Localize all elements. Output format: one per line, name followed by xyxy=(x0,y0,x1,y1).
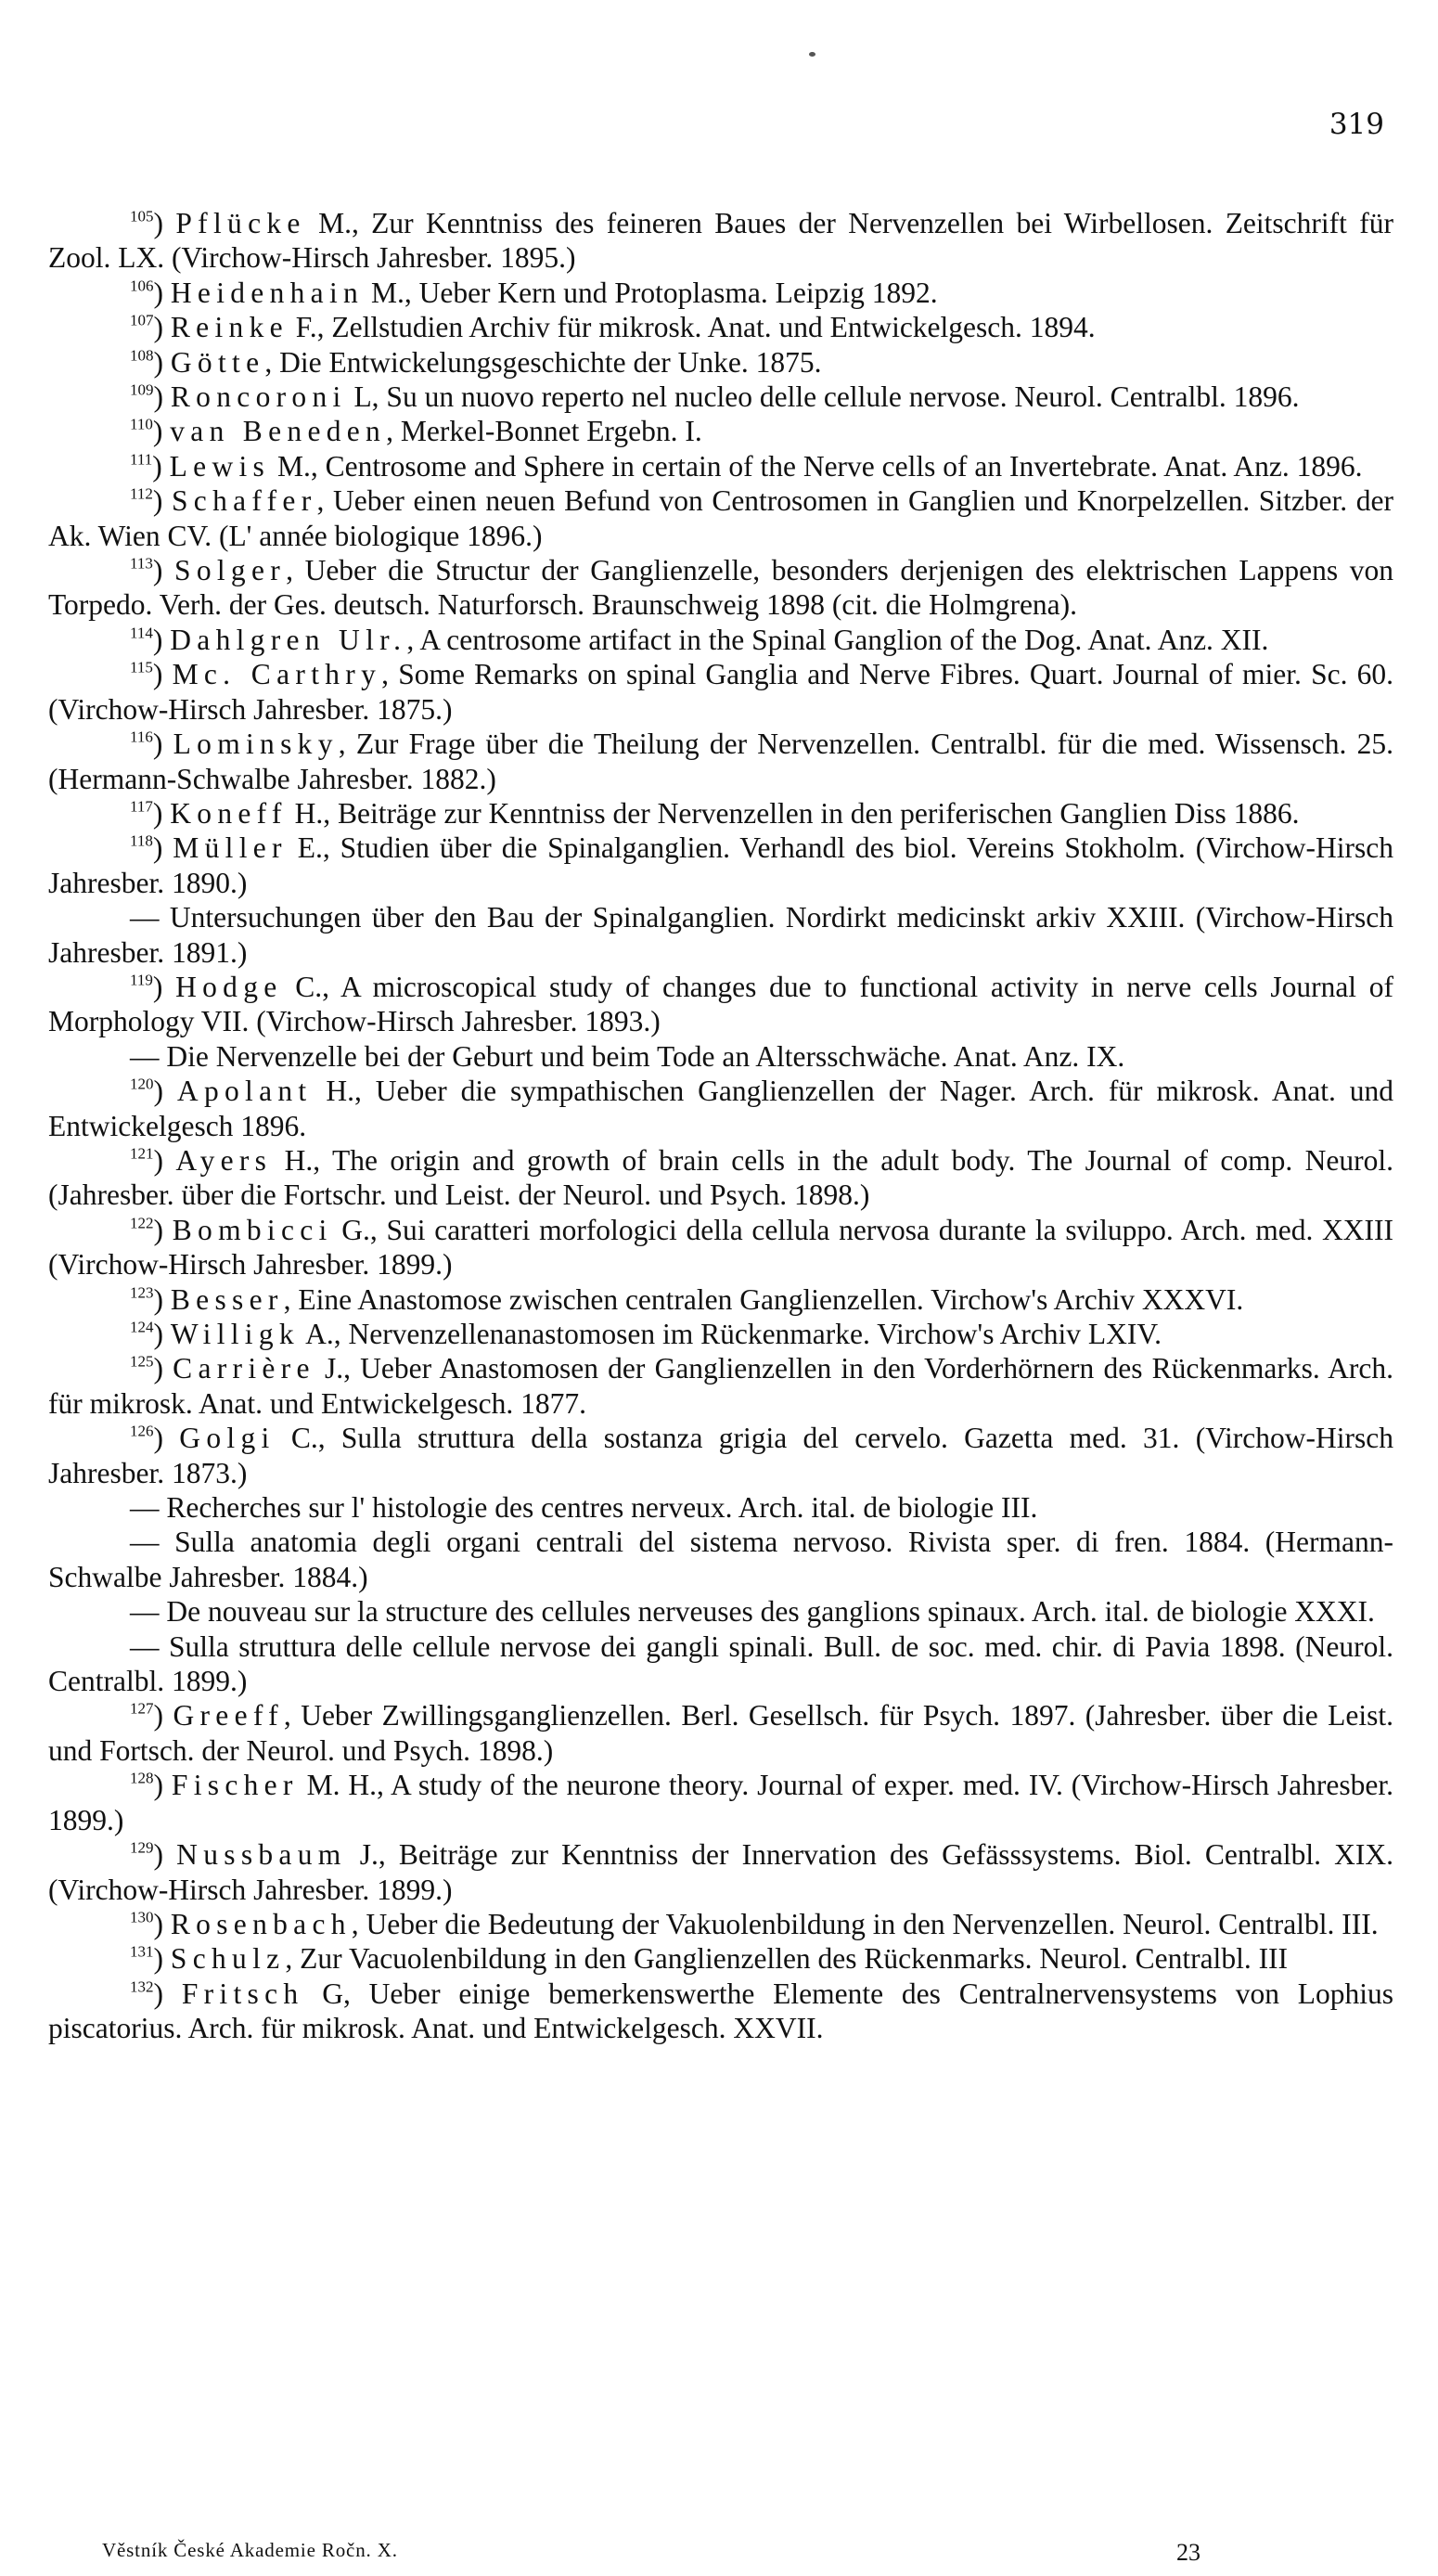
reference-author: Ayers xyxy=(175,1143,273,1177)
reference-number: 109 xyxy=(130,380,154,399)
reference-author: Lominsky xyxy=(173,728,339,761)
reference-entry: $^{116}$) Lominsky, Zur Frage über die Theilung der Nervenzellen. Centralbl. für die med. Wissensch. 25. (Hermann-Schwalbe Jahresber. 1882.) xyxy=(48,728,1393,795)
reference-text: J., Ueber Anastomosen der Ganglienzellen in den Vorderhörnern des Rückenmarks. Arch. für mikrosk. Anat. und Entwickelgesch. 1877. xyxy=(48,1352,1393,1420)
reference-number: 125 xyxy=(130,1352,154,1371)
reference-number: 122 xyxy=(130,1214,154,1232)
reference-entry: $^{120}$) Apolant H., Ueber die sympathischen Ganglienzellen der Nager. Arch. für mikrosk. Anat. und Entwickelgesch 1896. xyxy=(48,1075,1393,1142)
reference-number: 127 xyxy=(130,1699,154,1718)
reference-number: 106 xyxy=(130,277,154,295)
reference-text: M. H., A study of the neurone theory. Journal of exper. med. IV. (Virchow-Hirsch Jahresber. 1899.) xyxy=(48,1769,1394,1836)
reference-number: 110 xyxy=(130,415,153,433)
reference-entry: $^{107}$) Reinke F., Zellstudien Archiv für mikrosk. Anat. und Entwickelgesch. 1894. xyxy=(130,311,1096,344)
reference-text: , Ueber die Structur der Ganglienzelle, besonders derjenigen des elektrischen Lappens von Torpedo. Verh. der Ges. deutsch. Naturforsch. Braunschweig 1898 (cit. die Holmgrena). xyxy=(48,554,1393,622)
reference-number: 131 xyxy=(130,1942,154,1961)
reference-list xyxy=(48,206,1393,2046)
reference-entry xyxy=(48,1039,1393,1074)
reference-text: G, Ueber einige bemerkenswerthe Elemente des Centralnervensystems von Lophius piscatorius. Arch. für mikrosk. Anat. und Entwickelgesch. XXVII. xyxy=(48,1977,1394,2045)
reference-number: 129 xyxy=(130,1838,154,1857)
reference-entry: $^{122}$) Bombicci G., Sui caratteri morfologici della cellula nervosa durante la sviluppo. Arch. med. XXIII (Virchow-Hirsch Jahresber. 1899.) xyxy=(48,1213,1393,1282)
reference-text: E., Studien über die Spinalganglien. Verhandl des biol. Vereins Stokholm. (Virchow-Hirsch Jahresber. 1890.) xyxy=(48,831,1394,899)
reference-author: Lewis xyxy=(169,449,271,483)
reference-entry: $^{129}$) Nussbaum J., Beiträge zur Kenntniss der Innervation des Gefässsystems. Biol. Centralbl. XIX. (Virchow-Hirsch Jahresber. 1899.) xyxy=(48,1838,1394,1906)
reference-number: 108 xyxy=(130,345,154,364)
reference-author: Willigk xyxy=(170,1318,300,1350)
reference-text: H., Beiträge zur Kenntniss der Nervenzellen in den periferischen Ganglien Diss 1886. xyxy=(294,796,1300,830)
reference-author: Dahlgren Ulr. xyxy=(170,623,407,656)
reference-entry: $^{117}$) Koneff H., Beiträge zur Kenntniss der Nervenzellen in den periferischen Ganglien Diss 1886. xyxy=(130,796,1300,830)
reference-number: 116 xyxy=(130,728,153,746)
reference-number: 119 xyxy=(130,971,153,989)
reference-text: — Recherches sur l' histologie des centres nerveux. Arch. ital. de biologie III. xyxy=(130,1491,1038,1525)
reference-entry: $^{123}$) Besser, Eine Anastomose zwischen centralen Ganglienzellen. Virchow's Archiv XXXVI. xyxy=(130,1282,1244,1316)
reference-number: 111 xyxy=(130,450,153,469)
reference-author: Schaffer xyxy=(171,484,317,518)
reference-number: 132 xyxy=(130,1977,154,1995)
reference-entry: $^{110}$) van Beneden, Merkel-Bonnet Ergebn. I. xyxy=(130,415,702,448)
reference-entry: $^{125}$) Carrière J., Ueber Anastomosen der Ganglienzellen in den Vorderhörnern des Rückenmarks. Arch. für mikrosk. Anat. und Entwickelgesch. 1877. xyxy=(48,1352,1393,1420)
reference-author: Solger xyxy=(174,554,287,587)
reference-text: , Ueber die Bedeutung der Vakuolenbildung in den Nervenzellen. Neurol. Centralbl. III. xyxy=(351,1907,1379,1940)
reference-author: Müller xyxy=(173,831,288,865)
reference-entry xyxy=(48,1594,1393,1629)
reference-text: , Ueber einen neuen Befund von Centrosomen in Ganglien und Knorpelzellen. Sitzber. der Ak. Wien CV. (L' année biologique 1896.) xyxy=(48,484,1393,552)
reference-number: 114 xyxy=(130,624,153,642)
reference-author: Mc. Carthry xyxy=(172,658,382,691)
reference-text: C., Sulla struttura della sostanza grigia del cervelo. Gazetta med. 31. (Virchow-Hirsch Jahresber. 1873.) xyxy=(48,1422,1393,1489)
reference-text: , Some Remarks on spinal Ganglia and Nerve Fibres. Quart. Journal of mier. Sc. 60. (Virchow-Hirsch Jahresber. 1875.) xyxy=(48,658,1394,726)
reference-text: , Die Entwickelungsgeschichte der Unke. 1875. xyxy=(264,345,822,379)
reference-text: F., Zellstudien Archiv für mikrosk. Anat. und Entwickelgesch. 1894. xyxy=(295,311,1096,344)
reference-text: — Sulla anatomia degli organi centrali del sistema nervoso. Rivista sper. di fren. 1884. (Hermann-Schwalbe Jahresber. 1884.) xyxy=(48,1526,1393,1593)
reference-text: , Zur Frage über die Theilung der Nervenzellen. Centralbl. für die med. Wissensch. 25. (Hermann-Schwalbe Jahresber. 1882.) xyxy=(48,728,1393,795)
reference-number: 124 xyxy=(130,1318,154,1336)
print-speck xyxy=(809,52,815,57)
reference-text: M., Ueber Kern und Protoplasma. Leipzig 1892. xyxy=(370,276,938,309)
reference-number: 118 xyxy=(130,831,153,850)
signature-mark: 23 xyxy=(1176,2539,1200,2566)
reference-author: van Beneden xyxy=(170,415,387,448)
reference-entry xyxy=(48,1525,1393,1594)
reference-number: 130 xyxy=(130,1908,154,1926)
reference-author: Reinke xyxy=(170,311,289,344)
reference-text: — Sulla struttura delle cellule nervose dei gangli spinali. Bull. de soc. med. chir. di Pavia 1898. (Neurol. Centralbl. 1899.) xyxy=(48,1629,1393,1698)
reference-author: Rosenbach xyxy=(170,1907,352,1940)
reference-author: Fritsch xyxy=(181,1977,304,2010)
reference-entry: $^{111}$) Lewis M., Centrosome and Sphere in certain of the Nerve cells of an Invertebrate. Anat. Anz. 1896. xyxy=(130,449,1363,483)
reference-entry: $^{127}$) Greeff, Ueber Zwillingsganglienzellen. Berl. Gesellsch. für Psych. 1897. (Jahresber. über die Leist. und Fortsch. der Neurol. und Psych. 1898.) xyxy=(48,1699,1393,1767)
reference-number: 120 xyxy=(130,1075,154,1093)
reference-text: M., Zur Kenntniss des feineren Baues der Nervenzellen bei Wirbellosen. Zeitschrift für Zool. LX. (Virchow-Hirsch Jahresber. 1895.) xyxy=(48,207,1393,275)
reference-author: Heidenhain xyxy=(170,276,365,309)
reference-number: 123 xyxy=(130,1282,154,1301)
reference-author: Greeff xyxy=(173,1699,284,1732)
reference-text: M., Centrosome and Sphere in certain of the Nerve cells of an Invertebrate. Anat. Anz. 1896. xyxy=(276,449,1363,483)
reference-text: A., Nervenzellenanastomosen im Rückenmarke. Virchow's Archiv LXIV. xyxy=(305,1318,1162,1350)
reference-author: Golgi xyxy=(179,1422,276,1455)
reference-entry: $^{109}$) Roncoroni L, Su un nuovo reperto nel nucleo delle cellule nervose. Neurol. Centralbl. 1896. xyxy=(130,380,1300,414)
reference-text: — Die Nervenzelle bei der Geburt und beim Tode an Altersschwäche. Anat. Anz. IX. xyxy=(130,1039,1125,1073)
reference-number: 117 xyxy=(130,797,153,816)
reference-entry: $^{121}$) Ayers H., The origin and growth of brain cells in the adult body. The Journal of comp. Neurol. (Jahresber. über die Fortschr. und Leist. der Neurol. und Psych. 1898.) xyxy=(48,1143,1394,1212)
reference-author: Götte xyxy=(170,345,265,379)
journal-footer: Věstník České Akademie Ročn. X. xyxy=(102,2539,398,2561)
reference-author: Nussbaum xyxy=(176,1838,347,1872)
reference-entry: $^{105}$) Pflücke M., Zur Kenntniss des feineren Baues der Nervenzellen bei Wirbellosen. Zeitschrift für Zool. LX. (Virchow-Hirsch Jahresber. 1895.) xyxy=(48,207,1393,275)
reference-entry: $^{118}$) Müller E., Studien über die Spinalganglien. Verhandl des biol. Vereins Stokholm. (Virchow-Hirsch Jahresber. 1890.) xyxy=(48,831,1394,899)
reference-author: Schulz xyxy=(170,1942,286,1976)
reference-text: — De nouveau sur la structure des cellules nerveuses des ganglions spinaux. Arch. ital. de biologie XXXI. xyxy=(130,1595,1375,1629)
reference-entry: $^{128}$) Fischer M. H., A study of the neurone theory. Journal of exper. med. IV. (Virchow-Hirsch Jahresber. 1899.) xyxy=(48,1769,1394,1836)
reference-entry: $^{113}$) Solger, Ueber die Structur der Ganglienzelle, besonders derjenigen des elektrischen Lappens von Torpedo. Verh. der Ges. deutsch. Naturforsch. Braunschweig 1898 (cit. die Holmgrena). xyxy=(48,554,1393,622)
reference-entry: $^{130}$) Rosenbach, Ueber die Bedeutung der Vakuolenbildung in den Nervenzellen. Neurol. Centralbl. III. xyxy=(130,1907,1379,1940)
reference-entry xyxy=(48,1490,1393,1525)
reference-text: C., A microscopical study of changes due to functional activity in nerve cells Journal of Morphology VII. (Virchow-Hirsch Jahresber. 1893.) xyxy=(48,970,1393,1038)
reference-entry: $^{115}$) Mc. Carthry, Some Remarks on spinal Ganglia and Nerve Fibres. Quart. Journal of mier. Sc. 60. (Virchow-Hirsch Jahresber. 1875.) xyxy=(48,658,1394,726)
reference-entry: $^{132}$) Fritsch G, Ueber einige bemerkenswerthe Elemente des Centralnervensystems von Lophius piscatorius. Arch. für mikrosk. Anat. und Entwickelgesch. XXVII. xyxy=(48,1977,1394,2045)
reference-entry: $^{126}$) Golgi C., Sulla struttura della sostanza grigia del cervelo. Gazetta med. 31. (Virchow-Hirsch Jahresber. 1873.) xyxy=(48,1422,1393,1489)
reference-entry xyxy=(48,900,1393,970)
reference-text: — Untersuchungen über den Bau der Spinalganglien. Nordirkt medicinskt arkiv XXIII. (Virchow-Hirsch Jahresber. 1891.) xyxy=(48,901,1393,969)
reference-entry: $^{106}$) Heidenhain M., Ueber Kern und Protoplasma. Leipzig 1892. xyxy=(130,276,938,309)
reference-number: 112 xyxy=(130,484,153,503)
page-number: 319 xyxy=(1329,108,1384,141)
reference-text: J., Beiträge zur Kenntniss der Innervation des Gefässsystems. Biol. Centralbl. XIX. (Virchow-Hirsch Jahresber. 1899.) xyxy=(48,1838,1394,1906)
reference-author: Bombicci xyxy=(172,1213,333,1246)
reference-author: Besser xyxy=(170,1282,284,1316)
reference-entry: $^{119}$) Hodge C., A microscopical study of changes due to functional activity in nerve cells Journal of Morphology VII. (Virchow-Hirsch Jahresber. 1893.) xyxy=(48,970,1393,1038)
reference-entry: $^{114}$) Dahlgren Ulr., A centrosome artifact in the Spinal Ganglion of the Dog. Anat. Anz. XII. xyxy=(130,623,1269,656)
reference-text: , Ueber Zwillingsganglienzellen. Berl. Gesellsch. für Psych. 1897. (Jahresber. über die Leist. und Fortsch. der Neurol. und Psych. 1898.) xyxy=(48,1699,1393,1767)
reference-number: 115 xyxy=(130,658,153,676)
reference-author: Pflücke xyxy=(175,207,306,239)
reference-number: 113 xyxy=(130,554,153,573)
reference-text: G., Sui caratteri morfologici della cellula nervosa durante la sviluppo. Arch. med. XXIII (Virchow-Hirsch Jahresber. 1899.) xyxy=(48,1213,1393,1282)
reference-number: 105 xyxy=(130,207,154,225)
reference-author: Carrière xyxy=(173,1352,315,1385)
reference-author: Fischer xyxy=(171,1769,299,1802)
reference-entry: $^{131}$) Schulz, Zur Vacuolenbildung in den Ganglienzellen des Rückenmarks. Neurol. Centralbl. III xyxy=(130,1942,1289,1976)
reference-entry: $^{112}$) Schaffer, Ueber einen neuen Befund von Centrosomen in Ganglien und Knorpelzellen. Sitzber. der Ak. Wien CV. (L' année biologique 1896.) xyxy=(48,484,1393,552)
reference-text: H., Ueber die sympathischen Ganglienzellen der Nager. Arch. für mikrosk. Anat. und Entwickelgesch 1896. xyxy=(48,1075,1393,1142)
reference-author: Koneff xyxy=(170,796,288,830)
reference-number: 126 xyxy=(130,1422,154,1440)
reference-text: L, Su un nuovo reperto nel nucleo delle cellule nervose. Neurol. Centralbl. 1896. xyxy=(353,380,1300,414)
reference-entry: $^{124}$) Willigk A., Nervenzellenanastomosen im Rückenmarke. Virchow's Archiv LXIV. xyxy=(130,1318,1162,1350)
reference-text: , Merkel-Bonnet Ergebn. I. xyxy=(386,415,702,448)
reference-text: , Eine Anastomose zwischen centralen Ganglienzellen. Virchow's Archiv XXXVI. xyxy=(283,1282,1244,1316)
reference-number: 128 xyxy=(130,1769,154,1787)
reference-author: Apolant xyxy=(176,1075,313,1108)
reference-author: Roncoroni xyxy=(170,380,347,414)
reference-number: 107 xyxy=(130,311,154,329)
reference-text: H., The origin and growth of brain cells in the adult body. The Journal of comp. Neurol. (Jahresber. über die Fortschr. und Leist. der Neurol. und Psych. 1898.) xyxy=(48,1143,1394,1212)
reference-author: Hodge xyxy=(175,970,283,1003)
reference-text: , Zur Vacuolenbildung in den Ganglienzellen des Rückenmarks. Neurol. Centralbl. III xyxy=(285,1942,1289,1976)
reference-text: , A centrosome artifact in the Spinal Ganglion of the Dog. Anat. Anz. XII. xyxy=(406,623,1269,656)
reference-entry: $^{108}$) Götte, Die Entwickelungsgeschichte der Unke. 1875. xyxy=(130,345,822,379)
reference-entry xyxy=(48,1629,1393,1699)
reference-number: 121 xyxy=(130,1144,154,1163)
